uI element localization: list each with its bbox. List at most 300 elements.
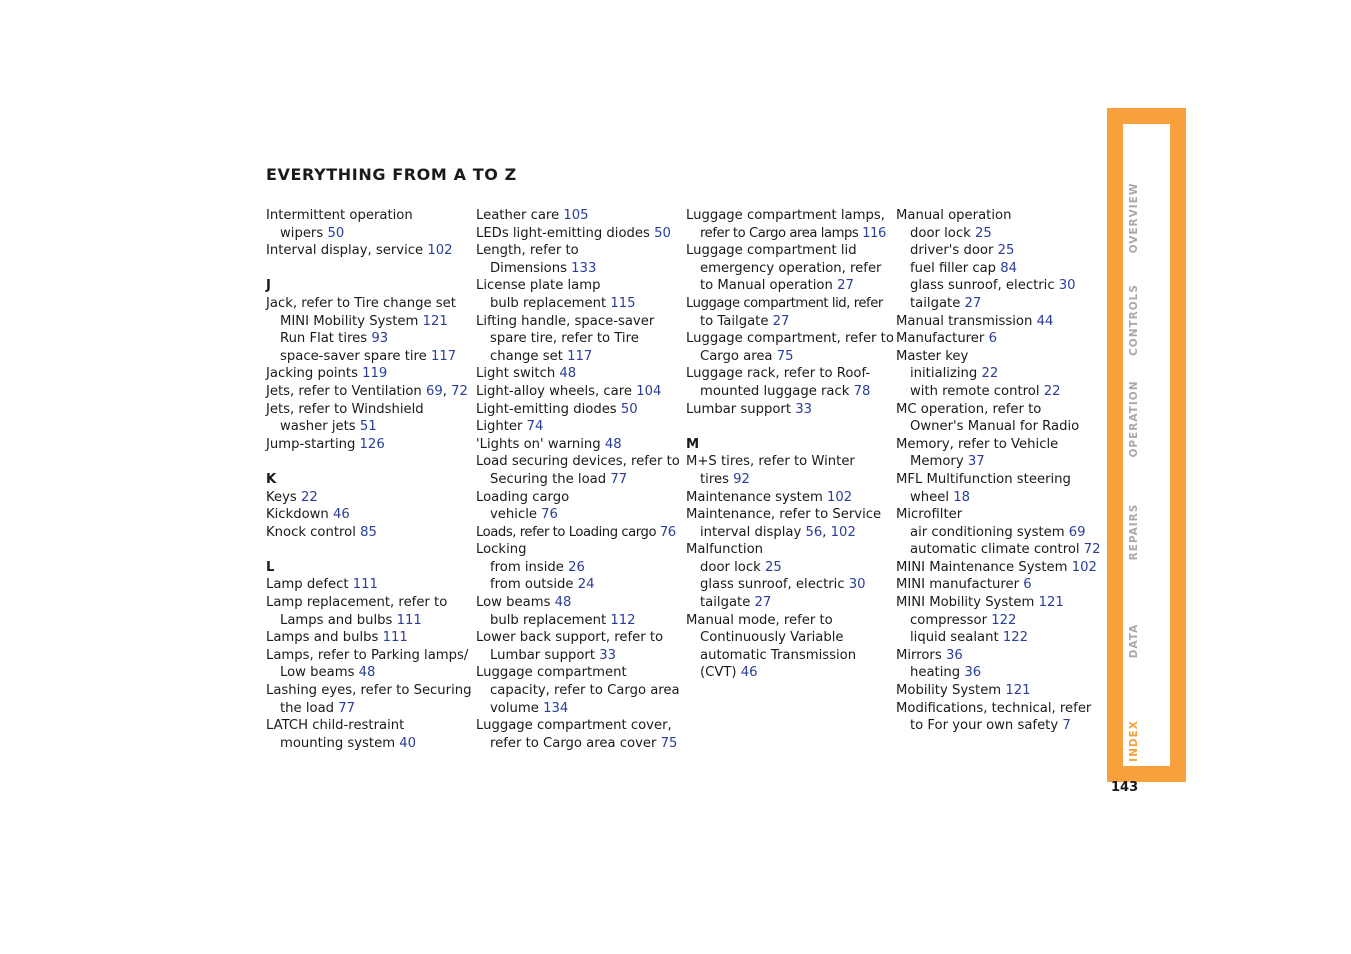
entry-text: Manufacturer xyxy=(896,331,985,347)
entry-text: Luggage compartment, refer to xyxy=(686,331,894,347)
page-link[interactable]: 75 xyxy=(776,348,794,364)
entry-text: tailgate xyxy=(910,295,961,311)
index-entry xyxy=(686,330,894,348)
page-link[interactable]: 46 xyxy=(740,665,758,681)
index-subentry xyxy=(476,700,681,718)
entry-text: to Tailgate xyxy=(700,313,769,329)
index-entry xyxy=(476,242,681,260)
index-entry xyxy=(476,541,681,559)
entry-text: Dimensions xyxy=(490,260,567,276)
page-link[interactable]: 115 xyxy=(610,295,636,311)
page-link[interactable]: 27 xyxy=(772,313,790,329)
page-link[interactable]: 112 xyxy=(610,612,636,628)
entry-text: Loads, refer to Loading cargo xyxy=(476,524,657,540)
page-link[interactable]: 33 xyxy=(599,647,617,663)
page-link[interactable]: 27 xyxy=(837,278,854,294)
page-link[interactable]: 25 xyxy=(764,559,782,575)
index-entry xyxy=(266,506,471,524)
page-link[interactable]: 30 xyxy=(848,577,866,593)
page-link[interactable]: 92 xyxy=(733,471,750,487)
index-entry xyxy=(476,453,681,471)
index-entry xyxy=(896,506,1101,524)
entry-text: Low beams xyxy=(476,595,551,611)
index-entry xyxy=(686,295,891,313)
entry-text: License plate lamp xyxy=(476,278,601,294)
entry-text: Continuously Variable xyxy=(700,630,844,646)
entry-text: to Manual operation xyxy=(700,278,833,294)
index-entry xyxy=(896,594,1101,612)
index-entry xyxy=(266,242,471,260)
index-subentry xyxy=(476,559,681,577)
entry-text: Owner's Manual for Radio xyxy=(910,419,1080,435)
index-subentry xyxy=(896,277,1101,295)
index-entry xyxy=(476,629,681,647)
entry-text: liquid sealant xyxy=(910,630,999,646)
index-subentry xyxy=(266,313,471,331)
spacer xyxy=(266,260,471,278)
tab-label: REPAIRS xyxy=(1128,503,1140,561)
entry-text: the load xyxy=(280,700,335,716)
index-subentry xyxy=(686,260,891,278)
entry-text: Jacking points xyxy=(266,366,358,382)
entry-text: spare tire, refer to Tire xyxy=(490,331,639,347)
index-subentry xyxy=(686,594,891,612)
page-link[interactable]: 6 xyxy=(988,331,997,347)
spacer xyxy=(686,418,891,436)
index-entry xyxy=(476,489,681,507)
spacer xyxy=(266,541,471,559)
entry-text: Luggage compartment xyxy=(476,665,627,681)
index-subentry xyxy=(266,735,471,753)
index-subentry xyxy=(266,225,471,243)
index-subentry xyxy=(476,295,681,313)
index-subentry xyxy=(476,471,681,489)
tab-label: OVERVIEW xyxy=(1128,182,1140,254)
entry-text: vehicle xyxy=(490,507,537,523)
entry-text: MINI manufacturer xyxy=(896,577,1020,593)
page-link[interactable]: 69 xyxy=(1068,524,1086,540)
index-entry xyxy=(476,664,681,682)
index-subentry xyxy=(896,295,1101,313)
tab-label: OPERATION xyxy=(1128,380,1140,458)
index-entry xyxy=(266,682,471,700)
entry-text: fuel filler cap xyxy=(910,260,997,276)
index-entry xyxy=(476,225,681,243)
index-entry xyxy=(476,418,681,436)
entry-text: LEDs light-emitting diodes xyxy=(476,225,650,241)
page-link[interactable]: 36 xyxy=(964,665,982,681)
entry-text: Light-alloy wheels, care xyxy=(476,383,633,399)
index-subentry xyxy=(686,471,891,489)
entry-text: Lamp defect xyxy=(266,577,349,593)
index-subentry xyxy=(266,418,471,436)
page-link[interactable]: 77 xyxy=(610,471,628,487)
page-link[interactable]: 44 xyxy=(1036,313,1054,329)
page-link[interactable]: 102 xyxy=(427,243,453,259)
page-link[interactable]: 48 xyxy=(604,436,622,452)
entry-text: Modifications, technical, refer xyxy=(896,700,1092,716)
entry-text: space-saver spare tire xyxy=(280,348,427,364)
entry-text: heating xyxy=(910,665,961,681)
index-entry xyxy=(266,524,471,542)
index-entry xyxy=(476,401,681,419)
index-subentry xyxy=(896,383,1101,401)
entry-text: automatic Transmission xyxy=(700,647,857,663)
section-sidebar xyxy=(1107,108,1186,782)
index-entry xyxy=(896,647,1101,665)
page-link[interactable]: 22 xyxy=(300,489,318,505)
entry-text: refer to Cargo area lamps xyxy=(700,225,859,241)
index-entry xyxy=(476,365,681,383)
page-link[interactable]: 27 xyxy=(964,295,982,311)
entry-text: Lamps, refer to Parking lamps/ xyxy=(266,647,469,663)
page-link[interactable]: 72 xyxy=(451,383,468,399)
index-subentry xyxy=(896,541,1101,559)
index-entry xyxy=(896,313,1101,331)
page-link[interactable]: 121 xyxy=(422,313,448,329)
index-subentry xyxy=(686,559,891,577)
index-subentry xyxy=(686,664,891,682)
page-link[interactable]: 25 xyxy=(997,243,1015,259)
index-entry xyxy=(896,330,1101,348)
index-entry xyxy=(686,453,891,471)
index-entry xyxy=(896,682,1101,700)
entry-text: Mirrors xyxy=(896,647,942,663)
entry-text: Malfunction xyxy=(686,542,763,558)
index-entry xyxy=(266,594,471,612)
entry-text: wheel xyxy=(910,489,950,505)
entry-text: tires xyxy=(700,471,729,487)
entry-text: Maintenance, refer to Service xyxy=(686,507,882,523)
page-link[interactable]: 111 xyxy=(352,577,378,593)
entry-text: emergency operation, refer xyxy=(700,260,882,276)
entry-text: glass sunroof, electric xyxy=(910,278,1055,294)
entry-text: MFL Multifunction steering xyxy=(896,471,1071,487)
entry-text: Light-emitting diodes xyxy=(476,401,617,417)
entry-text: door lock xyxy=(910,225,971,241)
page-link[interactable]: 74 xyxy=(526,419,544,435)
page-link[interactable]: 121 xyxy=(1038,595,1064,611)
index-entry xyxy=(686,401,891,419)
entry-text: Memory xyxy=(910,454,964,470)
index-entry xyxy=(686,365,891,383)
page-link[interactable]: 30 xyxy=(1058,278,1076,294)
index-subentry xyxy=(896,365,1101,383)
page-link[interactable]: 6 xyxy=(1023,577,1032,593)
page-link[interactable]: 48 xyxy=(554,595,572,611)
page-link[interactable]: 56 xyxy=(805,524,823,540)
page-link[interactable]: 51 xyxy=(359,419,377,435)
entry-text: Knock control xyxy=(266,524,356,540)
entry-text: Jack, refer to Tire change set xyxy=(266,295,456,311)
index-entry xyxy=(476,313,681,331)
index-subentry xyxy=(686,313,891,331)
entry-text: tailgate xyxy=(700,595,751,611)
entry-text: Loading cargo xyxy=(476,489,570,505)
page-link[interactable]: 37 xyxy=(967,454,985,470)
entry-text: bulb replacement xyxy=(490,612,607,628)
entry-text: Mobility System xyxy=(896,683,1002,699)
entry-text: bulb replacement xyxy=(490,295,607,311)
index-subentry xyxy=(896,453,1101,471)
entry-text: mounted luggage rack xyxy=(700,383,850,399)
index-entry xyxy=(266,489,471,507)
index-subentry xyxy=(686,629,891,647)
page-link[interactable]: 105 xyxy=(563,208,589,223)
index-entry xyxy=(266,576,471,594)
entry-text: washer jets xyxy=(280,419,356,435)
entry-text: M+S tires, refer to Winter xyxy=(686,454,855,470)
entry-text: MINI Mobility System xyxy=(896,595,1035,611)
tab-label: DATA xyxy=(1128,623,1140,659)
entry-text: Master key xyxy=(896,348,969,364)
page-link[interactable]: 76 xyxy=(659,524,676,540)
page-link[interactable]: 50 xyxy=(327,225,345,241)
index-entry xyxy=(476,524,681,542)
index-entry xyxy=(686,242,891,260)
index-subentry xyxy=(896,664,1101,682)
entry-text: Cargo area xyxy=(700,348,773,364)
entry-text: Lumbar support xyxy=(490,647,596,663)
index-entry xyxy=(686,541,891,559)
index-subentry xyxy=(266,664,471,682)
page-link[interactable]: 40 xyxy=(399,735,417,751)
page-link[interactable]: 33 xyxy=(795,401,813,417)
page-link[interactable]: 84 xyxy=(1000,260,1018,276)
entry-text: MINI Mobility System xyxy=(280,313,419,329)
page-link[interactable]: 102 xyxy=(830,524,856,540)
index-column-2 xyxy=(476,207,681,752)
entry-text: door lock xyxy=(700,559,761,575)
index-subentry xyxy=(266,612,471,630)
entry-text: Securing the load xyxy=(490,471,607,487)
entry-text: Lumbar support xyxy=(686,401,792,417)
entry-text: Leather care xyxy=(476,208,560,223)
index-entry xyxy=(476,207,681,225)
entry-text: (CVT) xyxy=(700,665,737,681)
entry-text: MC operation, refer to xyxy=(896,401,1042,417)
entry-text: mounting system xyxy=(280,735,396,751)
entry-text: Light switch xyxy=(476,366,556,382)
index-entry xyxy=(896,700,1101,718)
entry-text: Luggage compartment lid, refer xyxy=(686,295,883,311)
page-link[interactable]: 119 xyxy=(362,366,388,382)
page-link[interactable]: 134 xyxy=(543,700,569,716)
index-entry xyxy=(476,717,681,735)
entry-text: interval display xyxy=(700,524,802,540)
entry-text: Locking xyxy=(476,542,527,558)
page-link[interactable]: 48 xyxy=(358,665,376,681)
entry-text: Luggage compartment cover, xyxy=(476,718,672,734)
page-link[interactable]: 22 xyxy=(981,366,999,382)
page-link[interactable]: 46 xyxy=(333,507,350,523)
entry-text: Jets, refer to Ventilation xyxy=(266,383,422,399)
letter-heading: L xyxy=(266,559,275,575)
entry-text: Jump-starting xyxy=(266,436,356,452)
page-link[interactable]: 116 xyxy=(862,225,886,241)
entry-text: automatic climate control xyxy=(910,542,1080,558)
entry-text: Maintenance system xyxy=(686,489,823,505)
page-link[interactable]: 22 xyxy=(1043,383,1061,399)
index-column-3 xyxy=(686,207,894,682)
index-subentry xyxy=(686,383,891,401)
page-link[interactable]: 121 xyxy=(1005,683,1031,699)
index-entry xyxy=(896,576,1101,594)
page-link[interactable]: 122 xyxy=(991,612,1017,628)
page-link[interactable]: 111 xyxy=(382,630,408,646)
page-title: EVERYTHING FROM A TO Z xyxy=(266,165,517,184)
page-link[interactable]: 77 xyxy=(338,700,356,716)
page-link[interactable]: 25 xyxy=(974,225,992,241)
index-subentry xyxy=(476,682,681,700)
entry-text: Interval display, service xyxy=(266,243,424,259)
page-link[interactable]: 75 xyxy=(660,735,678,751)
page-link[interactable]: 122 xyxy=(1002,630,1028,646)
index-entry xyxy=(266,629,471,647)
entry-text: Manual operation xyxy=(896,208,1012,223)
index-entry xyxy=(266,436,471,454)
index-entry xyxy=(476,436,681,454)
index-subentry xyxy=(476,260,681,278)
page-link[interactable]: 50 xyxy=(620,401,638,417)
index-subentry xyxy=(686,225,891,243)
page-link[interactable]: 50 xyxy=(654,225,671,241)
entry-text: Load securing devices, refer to xyxy=(476,454,680,470)
entry-text: Luggage rack, refer to Roof- xyxy=(686,366,871,382)
index-subentry xyxy=(476,348,681,366)
entry-text: refer to Cargo area cover xyxy=(490,735,657,751)
index-subentry xyxy=(476,647,681,665)
index-subentry xyxy=(896,612,1101,630)
index-entry xyxy=(686,489,891,507)
page-link[interactable]: 72 xyxy=(1083,542,1101,558)
entry-text: Keys xyxy=(266,489,297,505)
entry-text: compressor xyxy=(910,612,988,628)
index-entry xyxy=(896,207,1101,225)
index-subentry xyxy=(896,717,1101,735)
spacer xyxy=(266,453,471,471)
index-subentry xyxy=(896,489,1101,507)
tab-label: INDEX xyxy=(1128,720,1140,762)
page-link[interactable]: 102 xyxy=(827,489,853,505)
index-subentry xyxy=(896,629,1101,647)
page-link[interactable]: 18 xyxy=(953,489,971,505)
index-entry xyxy=(896,436,1101,454)
entry-text: Manual transmission xyxy=(896,313,1033,329)
entry-text: Lamps and bulbs xyxy=(280,612,393,628)
index-subentry xyxy=(686,647,891,665)
index-column-1 xyxy=(266,207,471,752)
entry-text: Lashing eyes, refer to Securing xyxy=(266,683,472,699)
index-subentry: interval display 56, 102 xyxy=(700,524,856,540)
entry-text: MINI Maintenance System xyxy=(896,559,1068,575)
entry-text: Luggage compartment lamps, xyxy=(686,208,885,223)
entry-text: Lower back support, refer to xyxy=(476,630,664,646)
index-entry xyxy=(686,506,891,524)
index-subentry xyxy=(266,348,471,366)
index-subentry xyxy=(476,330,681,348)
index-subentry xyxy=(476,612,681,630)
entry-text: Luggage compartment lid xyxy=(686,243,857,259)
index-entry xyxy=(686,612,891,630)
letter-heading: M xyxy=(686,436,700,452)
entry-text: capacity, refer to Cargo area xyxy=(490,683,680,699)
entry-text: Run Flat tires xyxy=(280,331,368,347)
page-link[interactable]: 93 xyxy=(371,331,389,347)
page-link[interactable]: 36 xyxy=(945,647,963,663)
page-link[interactable]: 102 xyxy=(1071,559,1097,575)
index-entry xyxy=(896,559,1101,577)
page-link[interactable]: 48 xyxy=(559,366,577,382)
page-link[interactable]: 69 xyxy=(426,383,443,399)
index-entry xyxy=(266,647,471,665)
page-link[interactable]: 85 xyxy=(360,524,377,540)
entry-text: air conditioning system xyxy=(910,524,1065,540)
entry-text: Length, refer to xyxy=(476,243,579,259)
index-subentry xyxy=(476,735,681,753)
entry-text: LATCH child-restraint xyxy=(266,718,405,734)
entry-text: Manual mode, refer to xyxy=(686,612,833,628)
index-subentry xyxy=(686,576,891,594)
index-entry xyxy=(476,594,681,612)
entry-text: from inside xyxy=(490,559,564,575)
page-link[interactable]: 133 xyxy=(571,260,597,276)
entry-text: Lamp replacement, refer to xyxy=(266,595,448,611)
index-subentry xyxy=(266,330,471,348)
index-subentry xyxy=(266,700,471,718)
page-link[interactable]: 27 xyxy=(754,595,772,611)
index-entry xyxy=(476,277,681,295)
entry-text: driver's door xyxy=(910,243,994,259)
index-subentry xyxy=(896,524,1101,542)
index-entry xyxy=(266,401,471,419)
tab-label: CONTROLS xyxy=(1128,284,1140,356)
letter-heading: J xyxy=(266,278,271,294)
index-entry xyxy=(266,207,471,225)
entry-text: glass sunroof, electric xyxy=(700,577,845,593)
index-column-4 xyxy=(896,207,1101,735)
page-link[interactable]: 7 xyxy=(1062,718,1071,734)
entry-text: Lighter xyxy=(476,419,523,435)
index-subentry xyxy=(476,506,681,524)
page-link[interactable]: 76 xyxy=(541,507,558,523)
page-link[interactable]: 111 xyxy=(396,612,422,628)
entry-text: with remote control xyxy=(910,383,1040,399)
index-entry xyxy=(476,383,681,401)
letter-heading: K xyxy=(266,471,277,487)
page-link[interactable]: 117 xyxy=(430,348,457,364)
page-link[interactable]: 104 xyxy=(636,383,662,399)
index-subentry xyxy=(896,242,1101,260)
page-link[interactable]: 26 xyxy=(568,559,585,575)
page-link[interactable]: 126 xyxy=(359,436,385,452)
page-link[interactable]: 24 xyxy=(577,577,595,593)
entry-text: Memory, refer to Vehicle xyxy=(896,436,1059,452)
page-link[interactable]: 117 xyxy=(567,348,593,364)
index-subentry xyxy=(896,418,1101,436)
index-entry xyxy=(896,348,1101,366)
entry-text: initializing xyxy=(910,366,978,382)
entry-text: change set xyxy=(490,348,563,364)
index-entry xyxy=(896,401,1101,419)
index-entry xyxy=(266,365,471,383)
index-entry xyxy=(266,295,471,313)
entry-text: Kickdown xyxy=(266,507,329,523)
entry-text: 'Lights on' warning xyxy=(476,436,601,452)
page-link[interactable]: 78 xyxy=(853,383,871,399)
entry-text: Microfilter xyxy=(896,507,963,523)
index-subentry xyxy=(896,225,1101,243)
